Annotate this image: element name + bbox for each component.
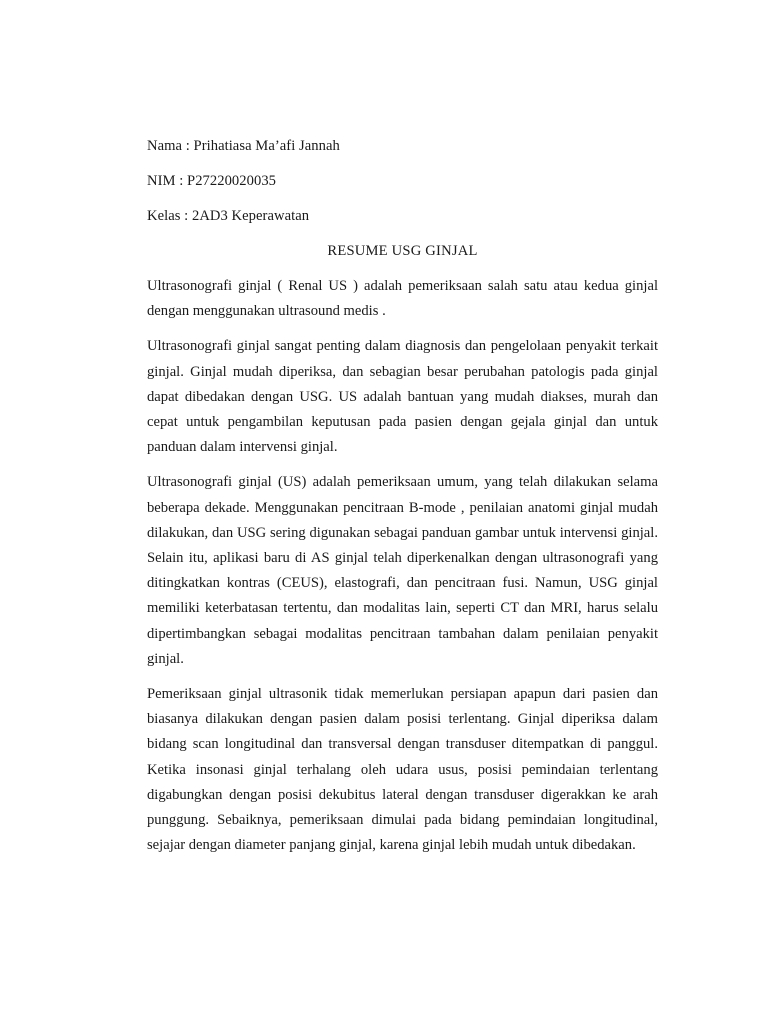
paragraph-definition: Ultrasonografi ginjal ( Renal US ) adalah pemeriksaan salah satu atau kedua ginjal dengan menggunakan ultrasound medis .: [147, 278, 658, 320]
student-nim: NIM : P27220020035: [147, 173, 277, 189]
paragraph-importance: Ultrasonografi ginjal sangat penting dalam diagnosis dan pengelolaan penyakit terkait ginjal. Ginjal mudah diperiksa, dan sebagian besar perubahan patologis pada ginjal dapat dibedakan dengan USG. US adalah bantuan yang mudah diakses, murah dan cepat untuk pengambilan keputusan pada pasien dengan gejala ginjal dan untuk panduan dalam intervensi ginjal.: [147, 338, 658, 456]
student-class: Kelas : 2AD3 Keperawatan: [147, 208, 310, 224]
student-name: Nama : Prihatiasa Ma’afi Jannah: [147, 138, 340, 154]
document-page: [147, 136, 658, 870]
paragraph-overview: Ultrasonografi ginjal (US) adalah pemeriksaan umum, yang telah dilakukan selama beberapa dekade. Menggunakan pencitraan B-mode , penilaian anatomi ginjal mudah dilakukan, dan USG sering digunakan sebagai panduan gambar untuk intervensi ginjal. Selain itu, aplikasi baru di AS ginjal telah diperkenalkan dengan ultrasonografi yang ditingkatkan kontras (CEUS), elastografi, dan pencitraan fusi. Namun, USG ginjal memiliki keterbatasan tertentu, dan modalitas lain, seperti CT dan MRI, harus selalu dipertimbangkan sebagai modalitas pencitraan tambahan dalam penilaian penyakit ginjal.: [147, 474, 658, 667]
document-title: RESUME USG GINJAL: [327, 243, 478, 259]
paragraph-procedure: Pemeriksaan ginjal ultrasonik tidak memerlukan persiapan apapun dari pasien dan biasanya dilakukan dengan pasien dalam posisi terlentang. Ginjal diperiksa dalam bidang scan longitudinal dan transversal dengan transduser ditempatkan di panggul. Ketika insonasi ginjal terhalang oleh udara usus, posisi pemindaian terlentang digabungkan dengan posisi dekubitus lateral dengan transduser digerakkan ke arah punggung. Sebaiknya, pemeriksaan dimulai pada bidang pemindaian longitudinal, sejajar dengan diameter panjang ginjal, karena ginjal lebih mudah untuk dibedakan.: [147, 686, 658, 854]
